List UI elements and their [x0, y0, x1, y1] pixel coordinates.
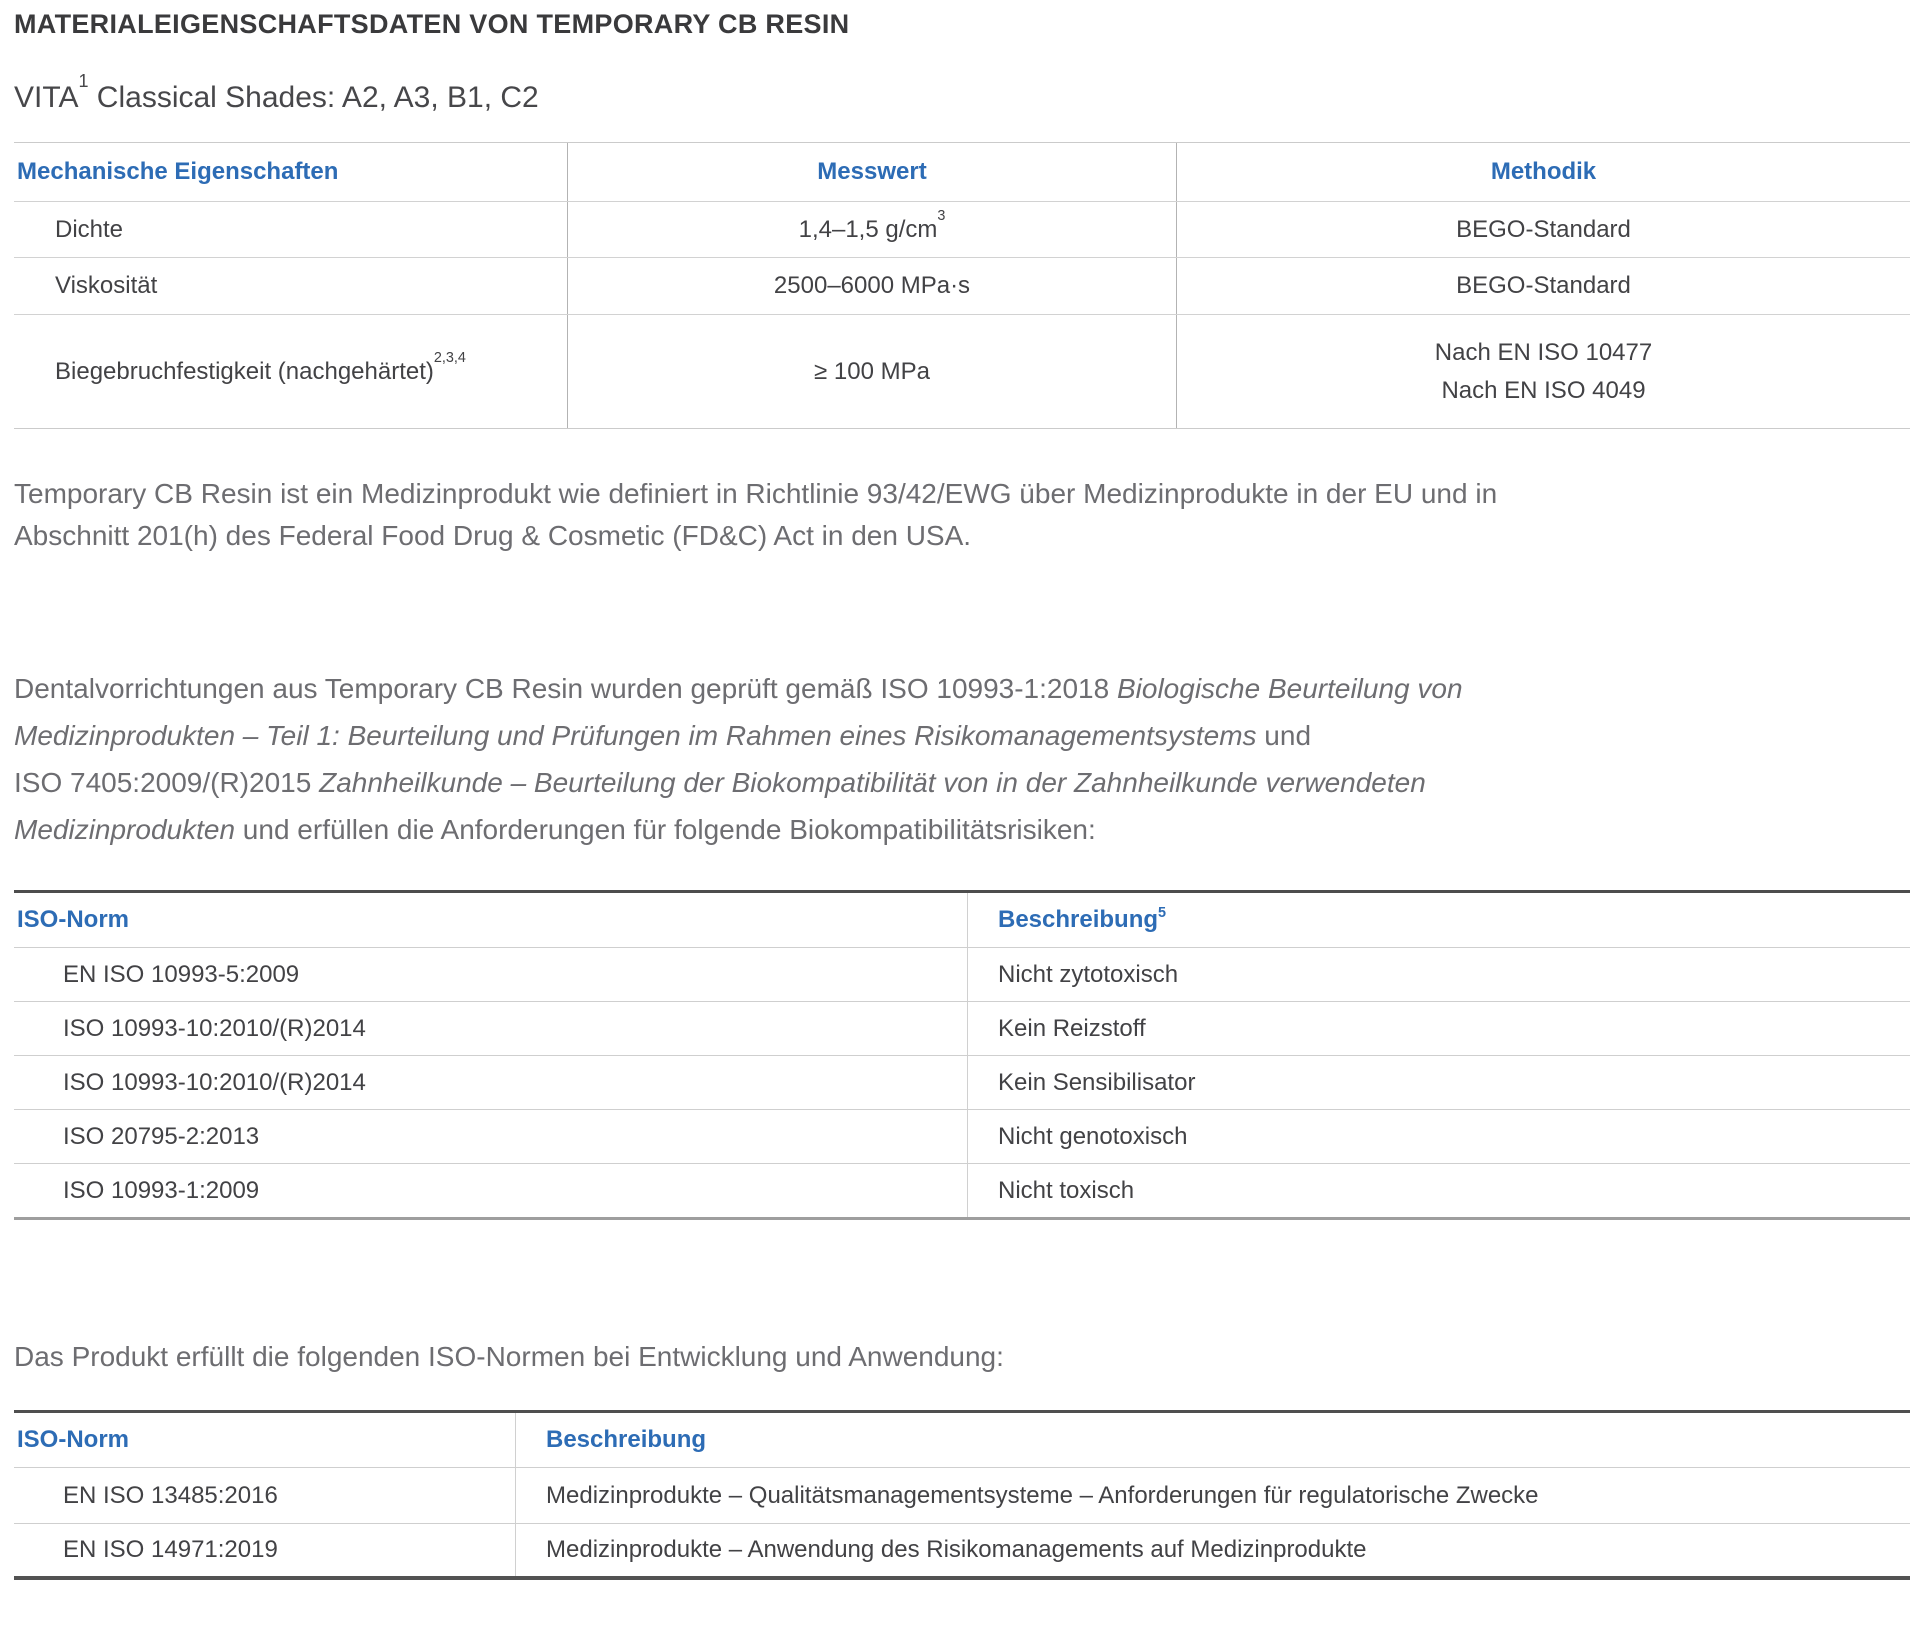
- norm-cell: ISO 10993-1:2009: [63, 1176, 260, 1204]
- method-text: BEGO-Standard: [1456, 215, 1631, 243]
- method-text: [1435, 334, 1652, 410]
- italic-standard-title: Zahnheilkunde – Beurteilung der Biokompatibilität von in der Zahnheilkunde verwendeten: [319, 767, 1426, 798]
- table-row: [14, 257, 1910, 314]
- value-cell: [567, 315, 1176, 428]
- method-text: BEGO-Standard: [1456, 272, 1631, 299]
- column-header-iso-norm: ISO-Norm: [17, 906, 130, 933]
- table-row: [14, 1467, 1910, 1523]
- column-header-property: Mechanische Eigenschaften: [17, 158, 339, 185]
- subtitle-footnote-marker: 1: [78, 71, 89, 91]
- table-header-row: [14, 893, 1910, 947]
- description-cell: Kein Reizstoff: [967, 1002, 1910, 1055]
- table-row: [14, 1001, 1910, 1055]
- description-cell: Medizinprodukte – Anwendung des Risikomanagements auf Medizinprodukte: [515, 1524, 1910, 1576]
- regulatory-paragraph: [14, 473, 1910, 557]
- paragraph-line: [14, 759, 1910, 806]
- column-header-method: Methodik: [1176, 143, 1910, 201]
- table-header-row: [14, 1413, 1910, 1467]
- italic-standard-title: Medizinprodukten – Teil 1: Beurteilung und Prüfungen im Rahmen eines Risikomanagementsystems: [14, 720, 1257, 751]
- description-cell: Nicht toxisch: [967, 1164, 1910, 1217]
- table-row: [14, 1109, 1910, 1163]
- property-cell: [14, 258, 567, 314]
- page-title: MATERIALEIGENSCHAFTSDATEN VON TEMPORARY CB RESIN: [14, 9, 850, 39]
- property-superscript: 2,3,4: [433, 350, 466, 367]
- method-cell: [1176, 315, 1910, 428]
- description-cell: Medizinprodukte – Qualitätsmanagementsysteme – Anforderungen für regulatorische Zwecke: [515, 1468, 1910, 1523]
- paragraph-line: Abschnitt 201(h) des Federal Food Drug & Cosmetic (FD&C) Act in den USA.: [14, 520, 972, 551]
- value-cell: [567, 202, 1176, 257]
- compliance-intro-text: Das Produkt erfüllt die folgenden ISO-Normen bei Entwicklung und Anwendung:: [14, 1341, 1004, 1372]
- value-text: [798, 208, 946, 244]
- value-cell: [567, 258, 1176, 314]
- text-segment: und: [1256, 720, 1312, 751]
- subtitle-prefix: VITA: [14, 81, 79, 114]
- norm-cell: EN ISO 10993-5:2009: [63, 960, 300, 988]
- description-cell: Kein Sensibilisator: [967, 1056, 1910, 1109]
- shades-subtitle: [14, 71, 1910, 118]
- norm-cell: EN ISO 13485:2016: [63, 1481, 278, 1509]
- header-text: Beschreibung: [998, 906, 1159, 933]
- column-header-description: Beschreibung $^5$: [967, 893, 1910, 947]
- value-superscript: 3: [937, 208, 946, 225]
- subtitle-rest: Classical Shades: A2, A3, B1, C2: [88, 81, 539, 114]
- description-cell: Nicht genotoxisch: [967, 1110, 1910, 1163]
- norm-cell: ISO 10993-10:2010/(R)2014: [63, 1014, 366, 1042]
- text-segment: Dentalvorrichtungen aus Temporary CB Resin wurden geprüft gemäß ISO 10993-1:2018: [14, 673, 1117, 704]
- norm-cell: ISO 20795-2:2013: [63, 1122, 260, 1150]
- column-header-value: Messwert: [567, 143, 1176, 201]
- column-header-description: Beschreibung: [515, 1413, 1910, 1467]
- method-line-1: Nach EN ISO 10477: [1434, 338, 1653, 366]
- value-main: 1,4–1,5 g/cm: [798, 215, 938, 243]
- paragraph-line: [14, 806, 1910, 853]
- method-cell: [1176, 202, 1910, 257]
- property-main: Biegebruchfestigkeit (nachgehärtet): [55, 357, 434, 385]
- italic-standard-title: Medizinprodukten: [14, 814, 236, 845]
- column-header-iso-norm: ISO-Norm: [17, 1426, 130, 1453]
- property-cell: [14, 202, 567, 257]
- text-segment: und erfüllen die Anforderungen für folgende Biokompatibilitätsrisiken:: [235, 814, 1096, 845]
- property-text: [55, 350, 466, 386]
- text-segment: ISO 7405:2009/(R)2015: [14, 767, 320, 798]
- description-cell: Nicht zytotoxisch: [967, 948, 1910, 1001]
- value-text: ≥ 100 MPa: [814, 357, 930, 385]
- method-line-2: Nach EN ISO 4049: [1441, 376, 1646, 404]
- table-row: [14, 947, 1910, 1001]
- biocompatibility-table: [14, 890, 1910, 1220]
- compliance-standards-table: [14, 1410, 1910, 1580]
- property-text: Dichte: [55, 215, 124, 243]
- norm-cell: EN ISO 14971:2019: [63, 1536, 278, 1563]
- biocompatibility-paragraph: [14, 665, 1910, 853]
- table-row: [14, 201, 1910, 257]
- table-row: [14, 1523, 1910, 1576]
- norm-cell: ISO 10993-10:2010/(R)2014: [63, 1068, 366, 1096]
- paragraph-line: [14, 712, 1910, 759]
- property-text: Viskosität: [55, 272, 158, 299]
- property-cell: [14, 315, 567, 428]
- table-header-row: [14, 143, 1910, 201]
- table-row: [14, 1163, 1910, 1217]
- paragraph-line: Temporary CB Resin ist ein Medizinprodukt wie definiert in Richtlinie 93/42/EWG über Medizinprodukte in der EU und in: [14, 478, 1498, 509]
- method-cell: [1176, 258, 1910, 314]
- mechanical-properties-table: [14, 142, 1910, 429]
- table-row: [14, 1055, 1910, 1109]
- italic-standard-title: Biologische Beurteilung von: [1116, 673, 1463, 704]
- value-text: 2500–6000 MPa·s: [773, 272, 971, 299]
- table-row: [14, 314, 1910, 428]
- paragraph-line: [14, 665, 1910, 712]
